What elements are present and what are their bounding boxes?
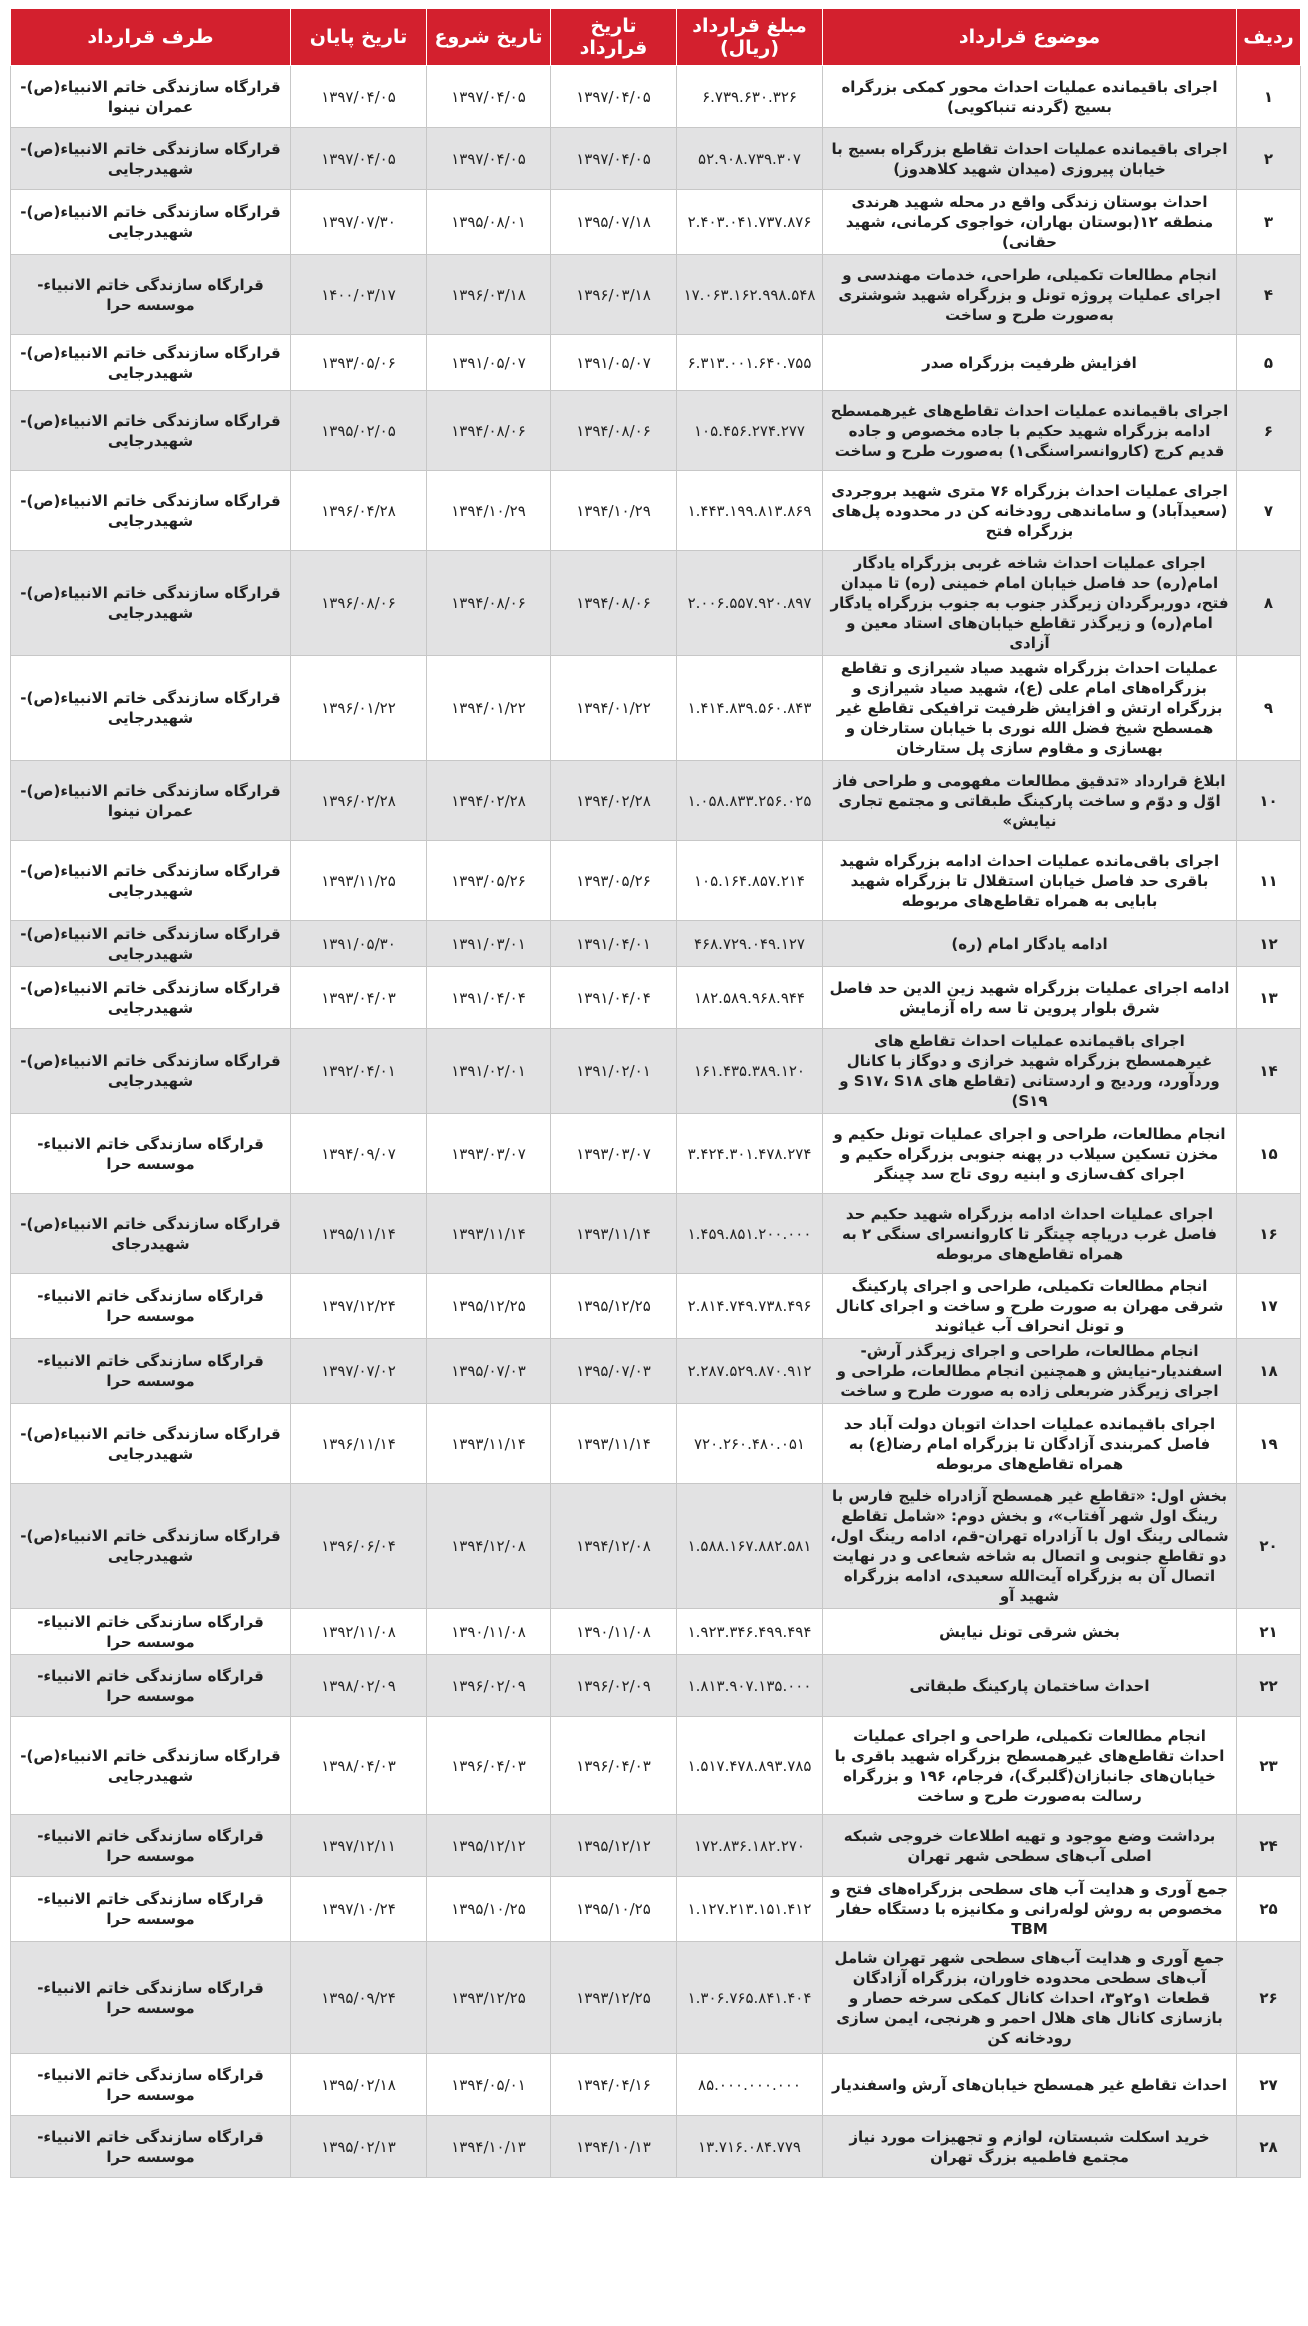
- end-date: ۱۳۹۶/۱۱/۱۴: [291, 1404, 427, 1484]
- contract-subject: انجام مطالعات تکمیلی، طراحی و اجرای عملیات احداث تقاطع‌های غیرهمسطح بزرگراه شهید باقری با خیابان‌های جانبازان(گلبرگ)، فرجام، ۱۹۶ و بزرگراه رسالت به‌صورت طرح و ساخت: [823, 1717, 1237, 1815]
- contract-subject: انجام مطالعات، طراحی و اجرای زیرگذر آرش-اسفندیار-نیایش و همچنین انجام مطالعات، طراحی و اجرای زیرگذر ضربعلی زاده به صورت طرح و ساخت: [823, 1339, 1237, 1404]
- contract-subject: بخش اول: «تقاطع غیر همسطح آزادراه خلیج فارس با رینگ اول شهر آفتاب»، و بخش دوم: «شامل تقاطع شمالی رینگ اول با آزادراه تهران-قم، ادامه رینگ اول، دو تقاطع جنوبی و اتصال به شاخه شعاعی و در نهایت اتصال آن به بزرگراه آیت‌الله سعیدی، ادامه بزرگراه شهید آو: [823, 1484, 1237, 1609]
- contract-party: قرارگاه سازندگی خاتم الانبیاء(ص)-شهیدرجایی: [11, 335, 291, 391]
- table-row: [11, 2116, 1301, 2178]
- contract-date: ۱۳۹۴/۰۲/۲۸: [551, 761, 677, 841]
- contract-party: قرارگاه سازندگی خاتم الانبیاء(ص)-شهیدرجایی: [11, 656, 291, 761]
- start-date: ۱۳۹۳/۱۱/۱۴: [427, 1194, 551, 1274]
- contract-date: ۱۳۹۴/۰۸/۰۶: [551, 391, 677, 471]
- start-date: ۱۳۹۱/۰۴/۰۴: [427, 967, 551, 1029]
- contract-date: ۱۳۹۵/۱۰/۲۵: [551, 1877, 677, 1942]
- table-row: [11, 1815, 1301, 1877]
- start-date: ۱۳۹۴/۱۰/۲۹: [427, 471, 551, 551]
- end-date: ۱۳۹۸/۰۴/۰۳: [291, 1717, 427, 1815]
- start-date: ۱۳۹۴/۰۸/۰۶: [427, 551, 551, 656]
- table-row: [11, 1029, 1301, 1114]
- contract-party: قرارگاه سازندگی خاتم الانبیاء-موسسه حرا: [11, 1609, 291, 1655]
- contract-subject: انجام مطالعات تکمیلی، طراحی و اجرای پارکینگ شرقی مهران به صورت طرح و ساخت و اجرای کانال و تونل انحراف آب غیاثوند: [823, 1274, 1237, 1339]
- contract-date: ۱۳۹۱/۰۵/۰۷: [551, 335, 677, 391]
- contract-amount: ۱۷.۰۶۳.۱۶۲.۹۹۸.۵۴۸: [677, 255, 823, 335]
- contract-party: قرارگاه سازندگی خاتم الانبیاء(ص)-شهیدرجایی: [11, 921, 291, 967]
- row-index: ۸: [1237, 551, 1301, 656]
- row-index: ۵: [1237, 335, 1301, 391]
- contract-date: ۱۳۹۱/۰۴/۰۱: [551, 921, 677, 967]
- table-row: [11, 761, 1301, 841]
- end-date: ۱۳۹۲/۱۱/۰۸: [291, 1609, 427, 1655]
- contract-date: ۱۳۹۳/۱۲/۲۵: [551, 1942, 677, 2054]
- contract-date: ۱۳۹۱/۰۲/۰۱: [551, 1029, 677, 1114]
- contract-party: قرارگاه سازندگی خاتم الانبیاء-موسسه حرا: [11, 1274, 291, 1339]
- contract-party: قرارگاه سازندگی خاتم الانبیاء(ص)-شهیدرجایی: [11, 190, 291, 255]
- row-index: ۱۶: [1237, 1194, 1301, 1274]
- contract-party: قرارگاه سازندگی خاتم الانبیاء(ص)-شهیدرجایی: [11, 551, 291, 656]
- contract-amount: ۱۰۵.۱۶۴.۸۵۷.۲۱۴: [677, 841, 823, 921]
- table-row: [11, 66, 1301, 128]
- contract-amount: ۲.۸۱۴.۷۴۹.۷۳۸.۴۹۶: [677, 1274, 823, 1339]
- end-date: ۱۳۹۵/۰۲/۱۸: [291, 2054, 427, 2116]
- start-date: ۱۳۹۶/۰۴/۰۳: [427, 1717, 551, 1815]
- contract-party: قرارگاه سازندگی خاتم الانبیاء-موسسه حرا: [11, 2116, 291, 2178]
- contract-party: قرارگاه سازندگی خاتم الانبیاء-موسسه حرا: [11, 1655, 291, 1717]
- contract-party: قرارگاه سازندگی خاتم الانبیاء-موسسه حرا: [11, 1942, 291, 2054]
- contract-date: ۱۳۹۴/۰۱/۲۲: [551, 656, 677, 761]
- start-date: ۱۳۹۵/۰۸/۰۱: [427, 190, 551, 255]
- header-start-date: تاریخ شروع: [427, 9, 551, 66]
- contract-date: ۱۳۹۳/۰۳/۰۷: [551, 1114, 677, 1194]
- contract-party: قرارگاه سازندگی خاتم الانبیاء(ص)-شهیدرجایی: [11, 1404, 291, 1484]
- contract-date: ۱۳۹۴/۰۴/۱۶: [551, 2054, 677, 2116]
- contract-date: ۱۳۹۶/۰۲/۰۹: [551, 1655, 677, 1717]
- contract-amount: ۵۲.۹۰۸.۷۳۹.۳۰۷: [677, 128, 823, 190]
- contract-date: ۱۳۹۵/۱۲/۱۲: [551, 1815, 677, 1877]
- contract-amount: ۱۸۲.۵۸۹.۹۶۸.۹۴۴: [677, 967, 823, 1029]
- contract-amount: ۱.۱۲۷.۲۱۳.۱۵۱.۴۱۲: [677, 1877, 823, 1942]
- contract-party: قرارگاه سازندگی خاتم الانبیاء(ص)-شهیدرجایی: [11, 967, 291, 1029]
- contract-amount: ۱۳.۷۱۶.۰۸۴.۷۷۹: [677, 2116, 823, 2178]
- row-index: ۱۴: [1237, 1029, 1301, 1114]
- header-index: ردیف: [1237, 9, 1301, 66]
- start-date: ۱۳۹۵/۱۰/۲۵: [427, 1877, 551, 1942]
- end-date: ۱۳۹۶/۰۸/۰۶: [291, 551, 427, 656]
- contract-party: قرارگاه سازندگی خاتم الانبیاء(ص)-شهیدرجایی: [11, 1717, 291, 1815]
- contract-date: ۱۳۹۷/۰۴/۰۵: [551, 128, 677, 190]
- contract-subject: اجرای باقیمانده عملیات احداث تقاطع‌های غیرهمسطح ادامه بزرگراه شهید حکیم با جاده مخصوص و جاده قدیم کرج (کاروانسراسنگی۱) به‌صورت طرح و ساخت: [823, 391, 1237, 471]
- start-date: ۱۳۹۴/۰۵/۰۱: [427, 2054, 551, 2116]
- contract-party: قرارگاه سازندگی خاتم الانبیاء(ص)-شهیدرجایی: [11, 128, 291, 190]
- row-index: ۱۹: [1237, 1404, 1301, 1484]
- table-row: [11, 1484, 1301, 1609]
- contract-date: ۱۳۹۳/۱۱/۱۴: [551, 1404, 677, 1484]
- row-index: ۱۷: [1237, 1274, 1301, 1339]
- table-row: [11, 128, 1301, 190]
- contract-party: قرارگاه سازندگی خاتم الانبیاء(ص)-شهیدرجای: [11, 1194, 291, 1274]
- end-date: ۱۴۰۰/۰۳/۱۷: [291, 255, 427, 335]
- contract-subject: اجرای عملیات احداث شاخه غربی بزرگراه یادگار امام(ره) حد فاصل خیابان امام خمینی (ره) تا میدان فتح، دوربرگردان زیرگذر جنوب به جنوب بزرگراه یادگار امام(ره) و زیرگذر تقاطع خیابان‌های استاد معین و آزادی: [823, 551, 1237, 656]
- contract-party: قرارگاه سازندگی خاتم الانبیاء(ص)-شهیدرجایی: [11, 391, 291, 471]
- contract-subject: انجام مطالعات، طراحی و اجرای عملیات تونل حکیم و مخزن تسکین سیلاب در پهنه جنوبی بزرگراه حکیم و اجرای کف‌سازی و ابنیه روی تاج سد چینگر: [823, 1114, 1237, 1194]
- row-index: ۱: [1237, 66, 1301, 128]
- contract-subject: عملیات احداث بزرگراه شهید صیاد شیرازی و تقاطع بزرگراه‌های امام علی (ع)، شهید صیاد شیرازی و بزرگراه ارتش و افزایش ظرفیت ترافیکی تقاطع غیر همسطح شیخ فضل الله نوری با خیابان ستارخان و بهسازی و مقاوم سازی پل ستارخان: [823, 656, 1237, 761]
- start-date: ۱۳۹۵/۱۲/۱۲: [427, 1815, 551, 1877]
- contract-party: قرارگاه سازندگی خاتم الانبیاء-موسسه حرا: [11, 1877, 291, 1942]
- contract-amount: ۸۵.۰۰۰.۰۰۰.۰۰۰: [677, 2054, 823, 2116]
- contract-subject: اجرای باقیمانده عملیات احداث اتوبان دولت آباد حد فاصل کمربندی آزادگان تا بزرگراه امام رضا(ع) به همراه تقاطع‌های مربوطه: [823, 1404, 1237, 1484]
- row-index: ۴: [1237, 255, 1301, 335]
- contract-subject: اجرای باقیمانده عملیات احداث تقاطع بزرگراه بسیج با خیابان پیروزی (میدان شهید کلاهدوز): [823, 128, 1237, 190]
- contract-party: قرارگاه سازندگی خاتم الانبیاء-موسسه حرا: [11, 255, 291, 335]
- contract-subject: اجرای باقیمانده عملیات احداث تقاطع های غیرهمسطح بزرگراه شهید خرازی و دوگاز با کانال وردآورد، وردیج و اردستانی (تقاطع های S۱۷، S۱۸ و S۱۹): [823, 1029, 1237, 1114]
- row-index: ۲۲: [1237, 1655, 1301, 1717]
- table-row: [11, 1942, 1301, 2054]
- contract-subject: انجام مطالعات تکمیلی، طراحی، خدمات مهندسی و اجرای عملیات پروژه تونل و بزرگراه شهید شوشتری به‌صورت طرح و ساخت: [823, 255, 1237, 335]
- start-date: ۱۳۹۳/۰۵/۲۶: [427, 841, 551, 921]
- contract-amount: ۲.۴۰۳.۰۴۱.۷۳۷.۸۷۶: [677, 190, 823, 255]
- table-row: [11, 1877, 1301, 1942]
- table-row: [11, 1655, 1301, 1717]
- header-contract-date: تاریخ قرارداد: [551, 9, 677, 66]
- row-index: ۲۰: [1237, 1484, 1301, 1609]
- row-index: ۲۴: [1237, 1815, 1301, 1877]
- end-date: ۱۳۹۶/۰۲/۲۸: [291, 761, 427, 841]
- end-date: ۱۳۹۳/۰۴/۰۳: [291, 967, 427, 1029]
- contract-amount: ۱۶۱.۴۳۵.۳۸۹.۱۲۰: [677, 1029, 823, 1114]
- start-date: ۱۳۹۴/۱۰/۱۳: [427, 2116, 551, 2178]
- contract-date: ۱۳۹۶/۰۴/۰۳: [551, 1717, 677, 1815]
- contract-party: قرارگاه سازندگی خاتم الانبیاء(ص)-شهیدرجایی: [11, 1484, 291, 1609]
- start-date: ۱۳۹۱/۰۳/۰۱: [427, 921, 551, 967]
- contracts-table: [10, 8, 1301, 2178]
- contract-date: ۱۳۹۰/۱۱/۰۸: [551, 1609, 677, 1655]
- contract-subject: اجرای عملیات احداث بزرگراه ۷۶ متری شهید بروجردی (سعیدآباد) و ساماندهی رودخانه کن در محدوده پل‌های بزرگراه فتح: [823, 471, 1237, 551]
- start-date: ۱۳۹۷/۰۴/۰۵: [427, 128, 551, 190]
- row-index: ۲۳: [1237, 1717, 1301, 1815]
- table-row: [11, 551, 1301, 656]
- contract-subject: افزایش ظرفیت بزرگراه صدر: [823, 335, 1237, 391]
- table-row: [11, 391, 1301, 471]
- contract-date: ۱۳۹۳/۱۱/۱۴: [551, 1194, 677, 1274]
- table-row: [11, 967, 1301, 1029]
- start-date: ۱۳۹۱/۰۵/۰۷: [427, 335, 551, 391]
- contract-party: قرارگاه سازندگی خاتم الانبیاء-موسسه حرا: [11, 1339, 291, 1404]
- contract-subject: بخش شرقی تونل نیایش: [823, 1609, 1237, 1655]
- contract-date: ۱۳۹۵/۰۷/۱۸: [551, 190, 677, 255]
- start-date: ۱۳۹۴/۱۲/۰۸: [427, 1484, 551, 1609]
- end-date: ۱۳۹۵/۰۲/۰۵: [291, 391, 427, 471]
- contract-date: ۱۳۹۳/۰۵/۲۶: [551, 841, 677, 921]
- contract-subject: برداشت وضع موجود و تهیه اطلاعات خروجی شبکه اصلی آب‌های سطحی شهر تهران: [823, 1815, 1237, 1877]
- row-index: ۱۰: [1237, 761, 1301, 841]
- start-date: ۱۳۹۴/۰۸/۰۶: [427, 391, 551, 471]
- contract-subject: احداث ساختمان پارکینگ طبقاتی: [823, 1655, 1237, 1717]
- table-body: [11, 66, 1301, 2178]
- header-party: طرف قرارداد: [11, 9, 291, 66]
- end-date: ۱۳۹۳/۰۵/۰۶: [291, 335, 427, 391]
- start-date: ۱۳۹۴/۰۲/۲۸: [427, 761, 551, 841]
- row-index: ۹: [1237, 656, 1301, 761]
- table-row: [11, 841, 1301, 921]
- contract-date: ۱۳۹۴/۱۰/۱۳: [551, 2116, 677, 2178]
- row-index: ۲۷: [1237, 2054, 1301, 2116]
- contract-amount: ۱.۰۵۸.۸۳۳.۲۵۶.۰۲۵: [677, 761, 823, 841]
- row-index: ۱۲: [1237, 921, 1301, 967]
- contract-amount: ۱۷۲.۸۳۶.۱۸۲.۲۷۰: [677, 1815, 823, 1877]
- start-date: ۱۳۹۰/۱۱/۰۸: [427, 1609, 551, 1655]
- header-row: [11, 9, 1301, 66]
- contract-amount: ۱.۳۰۶.۷۶۵.۸۴۱.۴۰۴: [677, 1942, 823, 2054]
- contract-amount: ۶.۷۳۹.۶۳۰.۳۲۶: [677, 66, 823, 128]
- table-row: [11, 1339, 1301, 1404]
- row-index: ۲: [1237, 128, 1301, 190]
- table-row: [11, 2054, 1301, 2116]
- row-index: ۶: [1237, 391, 1301, 471]
- end-date: ۱۳۹۵/۱۱/۱۴: [291, 1194, 427, 1274]
- row-index: ۱۱: [1237, 841, 1301, 921]
- contract-amount: ۱.۴۵۹.۸۵۱.۲۰۰.۰۰۰: [677, 1194, 823, 1274]
- contract-date: ۱۳۹۴/۰۸/۰۶: [551, 551, 677, 656]
- end-date: ۱۳۹۷/۰۴/۰۵: [291, 66, 427, 128]
- contract-subject: اجرای باقیمانده عملیات احداث محور کمکی بزرگراه بسیج (گردنه تنباکویی): [823, 66, 1237, 128]
- contract-amount: ۱.۵۱۷.۴۷۸.۸۹۳.۷۸۵: [677, 1717, 823, 1815]
- end-date: ۱۳۹۷/۰۷/۳۰: [291, 190, 427, 255]
- contract-amount: ۱.۵۸۸.۱۶۷.۸۸۲.۵۸۱: [677, 1484, 823, 1609]
- row-index: ۱۳: [1237, 967, 1301, 1029]
- table-row: [11, 255, 1301, 335]
- end-date: ۱۳۹۳/۱۱/۲۵: [291, 841, 427, 921]
- contract-date: ۱۳۹۵/۱۲/۲۵: [551, 1274, 677, 1339]
- contract-amount: ۱.۹۲۳.۳۴۶.۴۹۹.۴۹۴: [677, 1609, 823, 1655]
- contract-amount: ۲.۲۸۷.۵۲۹.۸۷۰.۹۱۲: [677, 1339, 823, 1404]
- contract-party: قرارگاه سازندگی خاتم الانبیاء(ص)-شهیدرجایی: [11, 1029, 291, 1114]
- start-date: ۱۳۹۳/۱۲/۲۵: [427, 1942, 551, 2054]
- table-row: [11, 1274, 1301, 1339]
- end-date: ۱۳۹۶/۰۱/۲۲: [291, 656, 427, 761]
- contract-date: ۱۳۹۴/۱۰/۲۹: [551, 471, 677, 551]
- row-index: ۲۱: [1237, 1609, 1301, 1655]
- end-date: ۱۳۹۱/۰۵/۳۰: [291, 921, 427, 967]
- header-end-date: تاریخ پایان: [291, 9, 427, 66]
- contract-subject: ابلاغ قرارداد «تدقیق مطالعات مفهومی و طراحی فاز اوّل و دوّم و ساخت پارکینگ طبقاتی و مجتمع تجاری نیایش»: [823, 761, 1237, 841]
- table-row: [11, 1404, 1301, 1484]
- end-date: ۱۳۹۷/۱۰/۲۴: [291, 1877, 427, 1942]
- contract-amount: ۳.۴۲۴.۳۰۱.۴۷۸.۲۷۴: [677, 1114, 823, 1194]
- start-date: ۱۳۹۶/۰۲/۰۹: [427, 1655, 551, 1717]
- contract-date: ۱۳۹۷/۰۴/۰۵: [551, 66, 677, 128]
- end-date: ۱۳۹۲/۰۴/۰۱: [291, 1029, 427, 1114]
- table-row: [11, 656, 1301, 761]
- end-date: ۱۳۹۶/۰۶/۰۴: [291, 1484, 427, 1609]
- end-date: ۱۳۹۵/۰۲/۱۳: [291, 2116, 427, 2178]
- table-row: [11, 335, 1301, 391]
- row-index: ۲۸: [1237, 2116, 1301, 2178]
- contract-subject: جمع آوری و هدایت آب های سطحی بزرگراه‌های فتح و مخصوص به روش لوله‌رانی و مکانیزه با دستگاه حفار TBM: [823, 1877, 1237, 1942]
- contract-party: قرارگاه سازندگی خاتم الانبیاء-موسسه حرا: [11, 1114, 291, 1194]
- end-date: ۱۳۹۶/۰۴/۲۸: [291, 471, 427, 551]
- contract-amount: ۲.۰۰۶.۵۵۷.۹۲۰.۸۹۷: [677, 551, 823, 656]
- table-row: [11, 1114, 1301, 1194]
- row-index: ۱۸: [1237, 1339, 1301, 1404]
- contract-amount: ۶.۳۱۳.۰۰۱.۶۴۰.۷۵۵: [677, 335, 823, 391]
- contract-party: قرارگاه سازندگی خاتم الانبیاء(ص)-شهیدرجایی: [11, 841, 291, 921]
- start-date: ۱۳۹۳/۰۳/۰۷: [427, 1114, 551, 1194]
- contract-party: قرارگاه سازندگی خاتم الانبیاء-موسسه حرا: [11, 1815, 291, 1877]
- row-index: ۳: [1237, 190, 1301, 255]
- contract-date: ۱۳۹۵/۰۷/۰۳: [551, 1339, 677, 1404]
- contract-amount: ۱۰۵.۴۵۶.۲۷۴.۲۷۷: [677, 391, 823, 471]
- contract-party: قرارگاه سازندگی خاتم الانبیاء-موسسه حرا: [11, 2054, 291, 2116]
- start-date: ۱۳۹۳/۱۱/۱۴: [427, 1404, 551, 1484]
- contract-subject: احداث تقاطع غیر همسطح خیابان‌های آرش واسفندیار: [823, 2054, 1237, 2116]
- contract-amount: ۴۶۸.۷۲۹.۰۴۹.۱۲۷: [677, 921, 823, 967]
- contract-party: قرارگاه سازندگی خاتم الانبیاء(ص)-شهیدرجایی: [11, 471, 291, 551]
- row-index: ۱۵: [1237, 1114, 1301, 1194]
- end-date: ۱۳۹۷/۱۲/۲۴: [291, 1274, 427, 1339]
- table-row: [11, 471, 1301, 551]
- end-date: ۱۳۹۷/۰۷/۰۲: [291, 1339, 427, 1404]
- contract-subject: خرید اسکلت شبستان، لوازم و تجهیزات مورد نیاز مجتمع فاطمیه بزرگ تهران: [823, 2116, 1237, 2178]
- header-subject: موضوع قرارداد: [823, 9, 1237, 66]
- row-index: ۲۵: [1237, 1877, 1301, 1942]
- contract-party: قرارگاه سازندگی خاتم الانبیاء(ص)-عمران نینوا: [11, 761, 291, 841]
- contract-subject: ادامه یادگار امام (ره): [823, 921, 1237, 967]
- start-date: ۱۳۹۴/۰۱/۲۲: [427, 656, 551, 761]
- contract-amount: ۱.۸۱۳.۹۰۷.۱۳۵.۰۰۰: [677, 1655, 823, 1717]
- table-row: [11, 1717, 1301, 1815]
- start-date: ۱۳۹۵/۱۲/۲۵: [427, 1274, 551, 1339]
- row-index: ۷: [1237, 471, 1301, 551]
- end-date: ۱۳۹۴/۰۹/۰۷: [291, 1114, 427, 1194]
- row-index: ۲۶: [1237, 1942, 1301, 2054]
- contract-date: ۱۳۹۶/۰۳/۱۸: [551, 255, 677, 335]
- table-row: [11, 1609, 1301, 1655]
- start-date: ۱۳۹۱/۰۲/۰۱: [427, 1029, 551, 1114]
- contract-subject: احداث بوستان زندگی واقع در محله شهید هرندی منطقه ۱۲(بوستان بهاران، خواجوی کرمانی، شهید حقانی): [823, 190, 1237, 255]
- contract-subject: اجرای باقی‌مانده عملیات احداث ادامه بزرگراه شهید باقری حد فاصل خیابان استقلال تا بزرگراه شهید بابایی به همراه تقاطع‌های مربوطه: [823, 841, 1237, 921]
- contract-date: ۱۳۹۱/۰۴/۰۴: [551, 967, 677, 1029]
- end-date: ۱۳۹۸/۰۲/۰۹: [291, 1655, 427, 1717]
- contract-amount: ۱.۴۱۴.۸۳۹.۵۶۰.۸۴۳: [677, 656, 823, 761]
- end-date: ۱۳۹۷/۱۲/۱۱: [291, 1815, 427, 1877]
- table-row: [11, 1194, 1301, 1274]
- table-row: [11, 921, 1301, 967]
- contract-amount: ۱.۴۴۳.۱۹۹.۸۱۳.۸۶۹: [677, 471, 823, 551]
- header-amount: مبلغ قرارداد (ریال): [677, 9, 823, 66]
- end-date: ۱۳۹۵/۰۹/۲۴: [291, 1942, 427, 2054]
- start-date: ۱۳۹۵/۰۷/۰۳: [427, 1339, 551, 1404]
- start-date: ۱۳۹۶/۰۳/۱۸: [427, 255, 551, 335]
- contract-subject: ادامه اجرای عملیات بزرگراه شهید زین الدین حد فاصل شرق بلوار پروین تا سه راه آزمایش: [823, 967, 1237, 1029]
- contract-amount: ۷۲۰.۲۶۰.۴۸۰.۰۵۱: [677, 1404, 823, 1484]
- end-date: ۱۳۹۷/۰۴/۰۵: [291, 128, 427, 190]
- contract-date: ۱۳۹۴/۱۲/۰۸: [551, 1484, 677, 1609]
- table-row: [11, 190, 1301, 255]
- contract-subject: جمع آوری و هدایت آب‌های سطحی شهر تهران شامل آب‌های سطحی محدوده خاوران، بزرگراه آزادگان قطعات ۱و۲و۳، احداث کانال کمکی سرخه حصار و بازسازی کانال های هلال احمر و هرنجی، ایمن سازی رودخانه کن: [823, 1942, 1237, 2054]
- contract-subject: اجرای عملیات احداث ادامه بزرگراه شهید حکیم حد فاصل غرب دریاچه چیتگر تا کاروانسرای سنگی ۲ به همراه تقاطع‌های مربوطه: [823, 1194, 1237, 1274]
- contract-party: قرارگاه سازندگی خاتم الانبیاء(ص)-عمران نینوا: [11, 66, 291, 128]
- start-date: ۱۳۹۷/۰۴/۰۵: [427, 66, 551, 128]
